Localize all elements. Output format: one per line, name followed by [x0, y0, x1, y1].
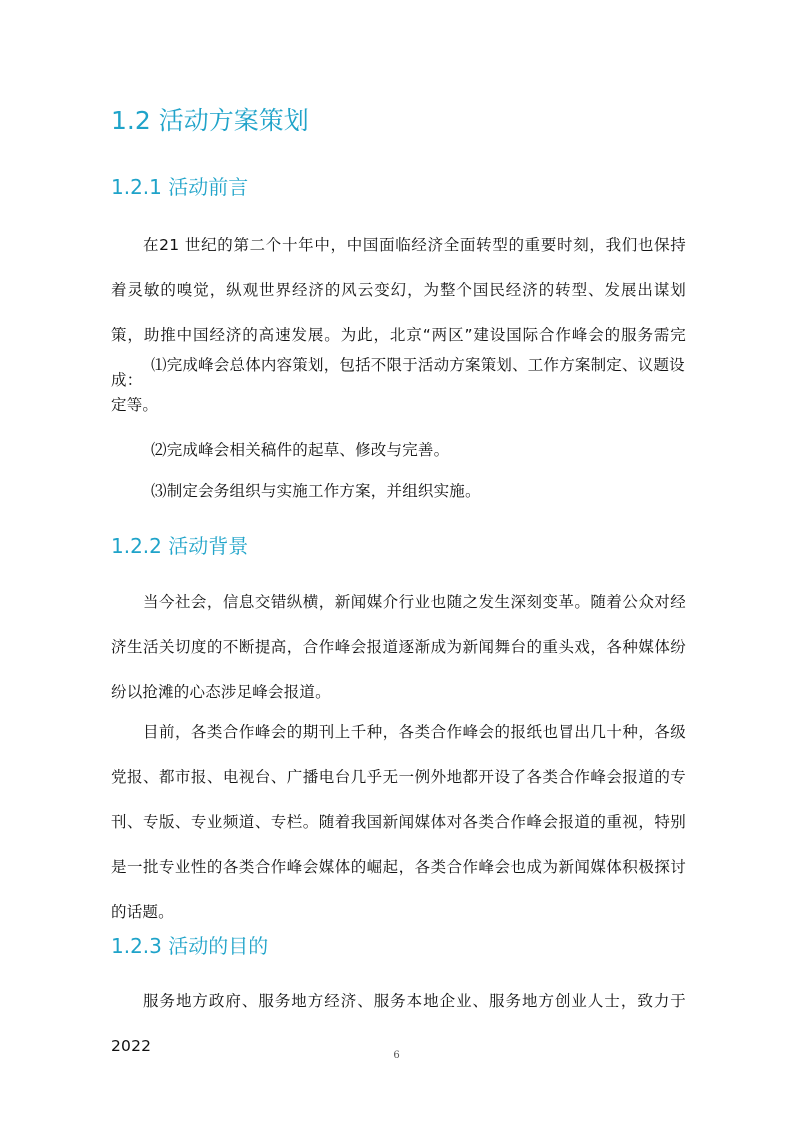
foreword-list-item-2: ⑵完成峰会相关稿件的起草、修改与完善。: [151, 441, 450, 459]
section-heading: 1.2 活动方案策划: [111, 106, 309, 135]
subsection-heading-foreword: 1.2.1 活动前言: [111, 175, 249, 199]
foreword-list-item-1: ⑴完成峰会总体内容策划，包括不限于活动方案策划、工作方案制定、议题设定等。: [111, 356, 685, 414]
subsection-heading-background: 1.2.2 活动背景: [111, 534, 249, 558]
foreword-list-item-3: ⑶制定会务组织与实施工作方案，并组织实施。: [151, 482, 481, 500]
background-paragraph-1: 当今社会，信息交错纵横，新闻媒介行业也随之发生深刻变革。随着公众对经济生活关切度的不断提高，合作峰会报道逐渐成为新闻舞台的重头戏，各种媒体纷纷以抢滩的心态涉足峰会报道。: [111, 593, 686, 701]
page-number: 6: [393, 1050, 400, 1061]
background-paragraph-2: 目前，各类合作峰会的期刊上千种，各类合作峰会的报纸也冒出几十种，各级党报、都市报、电视台、广播电台几乎无一例外地都开设了各类合作峰会报道的专刊、专版、专业频道、专栏。随着我国新闻媒体对各类合作峰会报道的重视，特别是一批专业性的各类合作峰会媒体的崛起，各类合作峰会也成为新闻媒体积极探讨的话题。: [111, 723, 686, 921]
purpose-paragraph: 服务地方政府、服务地方经济、服务本地企业、服务地方创业人士，致力于2022: [111, 992, 686, 1055]
foreword-paragraph: 在21 世纪的第二个十年中，中国面临经济全面转型的重要时刻，我们也保持着灵敏的嗅觉，纵观世界经济的风云变幻，为整个国民经济的转型、发展出谋划策，助推中国经济的高速发展。为此，北京“两区”建设国际合作峰会的服务需完成：: [111, 236, 686, 389]
subsection-heading-purpose: 1.2.3 活动的目的: [111, 934, 269, 958]
